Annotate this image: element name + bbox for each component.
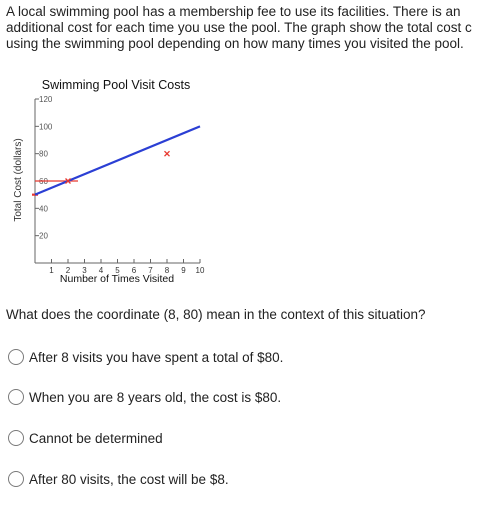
cost-line	[35, 126, 200, 194]
chart-title: Swimming Pool Visit Costs	[41, 78, 191, 92]
problem-line-3: using the swimming pool depending on how many times you visited the pool.	[6, 36, 464, 51]
x-tick-label: 2	[65, 266, 71, 275]
x-tick-label: 5	[115, 266, 120, 275]
x-tick-label: 9	[181, 266, 186, 275]
y-tick-label: 120	[39, 95, 53, 104]
y-tick-label: 40	[39, 204, 48, 214]
x-tick-label: 7	[148, 266, 153, 275]
option-after-80-visits[interactable]	[8, 469, 229, 489]
question-text: What does the coordinate (8, 80) mean in the context of this situation?	[6, 307, 426, 322]
option-label: After 80 visits, the cost will be $8.	[29, 471, 229, 487]
radio-button[interactable]	[8, 430, 24, 446]
x-tick-label: 1	[49, 266, 54, 275]
y-tick-label: 80	[39, 149, 48, 159]
problem-line-2: additional cost for each time you use the pool. The graph show the total cost c	[6, 20, 472, 35]
x-tick-label: 6	[131, 266, 137, 275]
radio-button[interactable]	[8, 349, 24, 365]
option-cannot-be-determined[interactable]	[8, 428, 163, 448]
option-8-years-old[interactable]	[8, 387, 281, 407]
radio-button[interactable]	[8, 389, 24, 405]
option-after-8-visits[interactable]	[8, 347, 283, 367]
option-label: Cannot be determined	[29, 430, 163, 446]
radio-button[interactable]	[8, 471, 24, 487]
x-tick-label: 10	[195, 266, 205, 275]
problem-line-1: A local swimming pool has a membership fee to use its facilities. There is an	[6, 4, 461, 19]
y-tick-label: 20	[39, 231, 48, 241]
option-label: After 8 visits you have spent a total of $80.	[29, 349, 284, 365]
y-axis-label: Total Cost (dollars)	[13, 138, 24, 222]
y-tick-label: 100	[39, 122, 53, 132]
x-tick-label: 4	[98, 266, 104, 275]
x-tick-label: 3	[82, 266, 87, 275]
x-tick-label: 8	[164, 266, 170, 275]
option-label: When you are 8 years old, the cost is $80.	[29, 389, 282, 405]
cost-chart	[0, 70, 230, 292]
problem-statement	[6, 4, 484, 52]
x-axis-label: Number of Times Visited	[59, 273, 175, 285]
y-tick-label: 60	[39, 177, 48, 186]
